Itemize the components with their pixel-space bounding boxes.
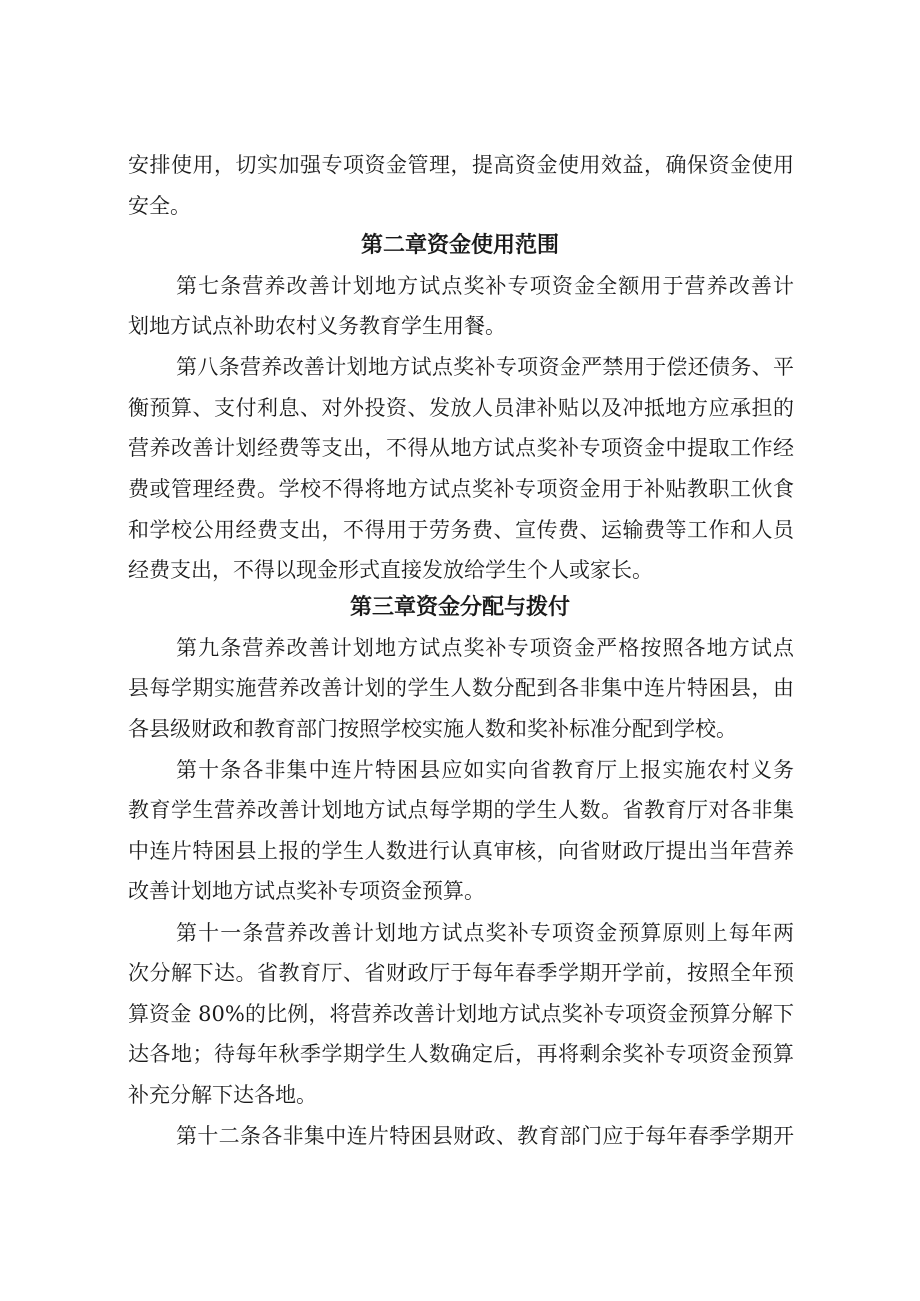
article-8-line-5: 和学校公用经费支出，不得用于劳务费、宣传费、运输费等工作和人员 bbox=[128, 518, 794, 542]
article-10-line-4: 改善计划地方试点奖补专项资金预算。 bbox=[128, 879, 485, 903]
article-10-line-3: 中连片特困县上报的学生人数进行认真审核，向省财政厅提出当年营养 bbox=[128, 839, 794, 863]
article-8-line-3: 营养改善计划经费等支出，不得从地方试点奖补专项资金中提取工作经 bbox=[128, 436, 794, 460]
chapter-2-heading: 第二章资金使用范围 bbox=[360, 233, 559, 258]
article-7-line-2: 划地方试点补助农村义务教育学生用餐。 bbox=[128, 314, 506, 338]
article-8-line-1: 第八条营养改善计划地方试点奖补专项资金严禁用于偿还债务、平 bbox=[176, 355, 794, 379]
article-9-line-1: 第九条营养改善计划地方试点奖补专项资金严格按照各地方试点 bbox=[176, 636, 794, 660]
article-11-line-3: 算资金 80%的比例，将营养改善计划地方试点奖补专项资金预算分解下 bbox=[128, 1002, 794, 1026]
article-8-line-2: 衡预算、支付利息、对外投资、发放人员津补贴以及冲抵地方应承担的 bbox=[128, 396, 794, 420]
chapter-3-heading: 第三章资金分配与拨付 bbox=[349, 595, 570, 620]
article-12-line-1: 第十二条各非集中连片特困县财政、教育部门应于每年春季学期开 bbox=[176, 1124, 794, 1148]
article-11-line-1: 第十一条营养改善计划地方试点奖补专项资金预算原则上每年两 bbox=[176, 921, 794, 945]
article-8-line-4: 费或管理经费。学校不得将地方试点奖补专项资金用于补贴教职工伙食 bbox=[128, 477, 794, 501]
paragraph-intro-line-2: 安全。 bbox=[128, 194, 191, 218]
article-8-line-6: 经费支出，不得以现金形式直接发放给学生个人或家长。 bbox=[128, 558, 653, 582]
article-9-line-3: 各县级财政和教育部门按照学校实施人数和奖补标准分配到学校。 bbox=[128, 717, 737, 741]
article-10-line-1: 第十条各非集中连片特困县应如实向省教育厅上报实施农村义务 bbox=[176, 758, 794, 782]
article-11-line-2: 次分解下达。省教育厅、省财政厅于每年春季学期开学前，按照全年预 bbox=[128, 961, 794, 985]
article-10-line-2: 教育学生营养改善计划地方试点每学期的学生人数。省教育厅对各非集 bbox=[128, 798, 794, 822]
article-7-line-1: 第七条营养改善计划地方试点奖补专项资金全额用于营养改善计 bbox=[176, 274, 794, 298]
article-9-line-2: 县每学期实施营养改善计划的学生人数分配到各非集中连片特困县，由 bbox=[128, 676, 794, 700]
paragraph-intro-line-1: 安排使用，切实加强专项资金管理，提高资金使用效益，确保资金使用 bbox=[128, 153, 794, 177]
article-11-line-5: 补充分解下达各地。 bbox=[128, 1083, 317, 1107]
article-11-line-4: 达各地；待每年秋季学期学生人数确定后，再将剩余奖补专项资金预算 bbox=[128, 1042, 794, 1066]
